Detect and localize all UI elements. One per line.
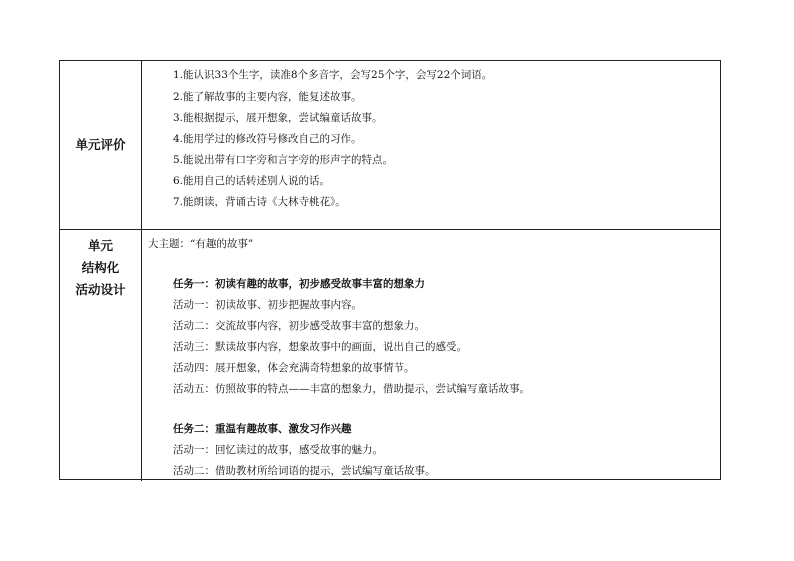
task1-activity: 活动三：默读故事内容，想象故事中的画面，说出自己的感受。	[173, 341, 467, 353]
unit-plan-table	[59, 60, 721, 480]
evaluation-item: 5.能说出带有口字旁和言字旁的形声字的特点。	[173, 154, 394, 166]
task1-title: 任务一：初读有趣的故事，初步感受故事丰富的想象力	[173, 278, 425, 290]
evaluation-item: 2.能了解故事的主要内容，能复述故事。	[173, 91, 362, 103]
theme-text: 大主题：“有趣的故事”	[148, 238, 254, 250]
task2-activity: 活动二：借助教材所给词语的提示，尝试编写童话故事。	[173, 465, 436, 477]
evaluation-item: 7.能朗读，背诵古诗《大林寺桃花》。	[173, 196, 346, 208]
design-row	[60, 229, 720, 481]
task2-title: 任务二：重温有趣故事、激发习作兴趣	[173, 423, 352, 435]
evaluation-item: 1.能认识33个生字，读准8个多音字，会写25个字，会写22个词语。	[173, 69, 493, 81]
design-content-cell	[142, 229, 720, 481]
design-label-line: 活动设计	[75, 282, 126, 297]
task1-activity: 活动二：交流故事内容，初步感受故事丰富的想象力。	[173, 320, 425, 332]
evaluation-label: 单元评价	[75, 137, 126, 152]
evaluation-content-cell	[142, 61, 720, 229]
evaluation-item: 3.能根据提示，展开想象，尝试编童话故事。	[173, 112, 383, 124]
task1-activity: 活动一：初读故事、初步把握故事内容。	[173, 299, 362, 311]
task1-activity: 活动五：仿照故事的特点——丰富的想象力，借助提示，尝试编写童话故事。	[173, 383, 530, 395]
design-label-cell	[60, 229, 142, 481]
task2-activity: 活动一：回忆读过的故事，感受故事的魅力。	[173, 444, 383, 456]
evaluation-item: 6.能用自己的话转述别人说的话。	[173, 175, 331, 187]
evaluation-label-cell	[60, 61, 142, 229]
evaluation-row	[60, 61, 720, 230]
evaluation-item: 4.能用学过的修改符号修改自己的习作。	[173, 133, 362, 145]
design-label-line: 结构化	[81, 260, 120, 275]
task1-activity: 活动四：展开想象，体会充满奇特想象的故事情节。	[173, 362, 415, 374]
design-label-line: 单元	[87, 238, 113, 253]
